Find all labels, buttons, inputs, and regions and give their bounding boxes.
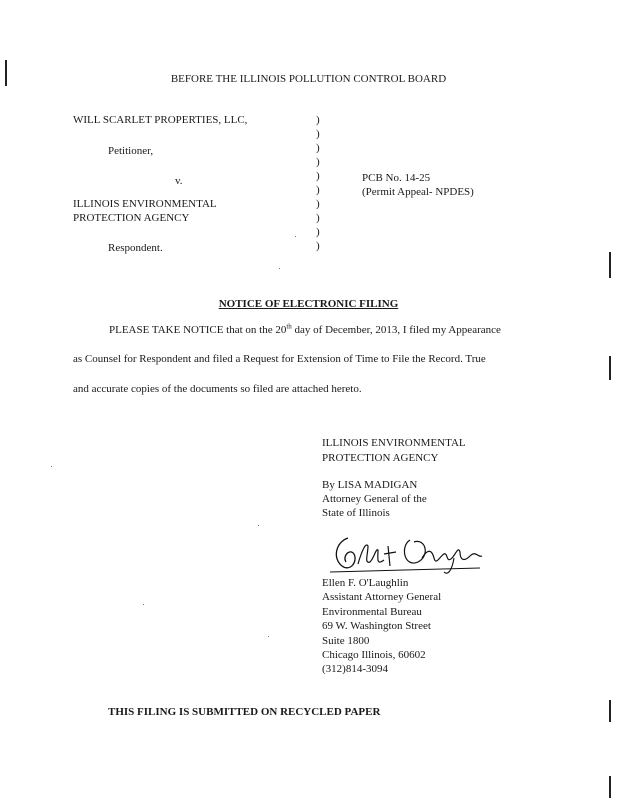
caption-paren: ) [316,184,320,196]
petitioner-role: Petitioner, [108,145,154,157]
handwritten-signature [330,528,490,580]
respondent-name-line2: PROTECTION AGENCY [73,212,190,224]
body-line-1-a: PLEASE TAKE NOTICE that on the 20 [109,324,287,336]
caption-paren: ) [316,156,320,168]
phone-number: (312)814-3094 [322,663,388,675]
notice-title: NOTICE OF ELECTRONIC FILING [218,298,399,310]
scan-speck [279,268,280,269]
caption-paren: ) [316,198,320,210]
petitioner-name: WILL SCARLET PROPERTIES, LLC, [73,114,248,126]
state-name: State of Illinois [322,507,390,519]
scan-speck [268,636,269,637]
body-line-2: as Counsel for Respondent and filed a Request for Extension of Time to File the Record. True [73,353,486,365]
respondent-name-line1: ILLINOIS ENVIRONMENTAL [73,198,217,210]
caption-paren: ) [316,128,320,140]
agency-name-line1: ILLINOIS ENVIRONMENTAL [322,437,466,449]
scan-speck [51,466,52,467]
caption-paren: ) [316,240,320,252]
caption-paren: ) [316,114,320,126]
bureau-name: Environmental Bureau [322,606,422,618]
body-line-1-superscript: th [286,322,292,331]
city-address: Chicago Illinois, 60602 [322,649,426,661]
caption-paren: ) [316,142,320,154]
caption-paren: ) [316,212,320,224]
scan-mark-right-2 [609,356,611,380]
body-line-3: and accurate copies of the documents so filed are attached hereto. [73,383,362,395]
caption-paren: ) [316,170,320,182]
scan-speck [295,236,296,237]
board-caption: BEFORE THE ILLINOIS POLLUTION CONTROL BOARD [170,73,447,85]
attorney-general-title: Attorney General of the [322,493,427,505]
suite: Suite 1800 [322,635,370,647]
scan-mark-right-3 [609,700,611,722]
caption-paren: ) [316,226,320,238]
recycled-paper-footer: THIS FILING IS SUBMITTED ON RECYCLED PAPER [108,706,381,718]
respondent-role: Respondent. [108,242,163,254]
scan-mark-right-4 [609,776,611,798]
scan-speck [143,604,144,605]
by-line: By LISA MADIGAN [322,479,418,491]
street-address: 69 W. Washington Street [322,620,431,632]
case-number: PCB No. 14-25 [362,172,431,184]
case-type: (Permit Appeal- NPDES) [362,186,474,198]
body-line-1 [109,324,501,337]
versus: v. [175,175,183,187]
scan-speck [258,525,259,526]
scan-mark-right-1 [609,252,611,278]
agency-name-line2: PROTECTION AGENCY [322,452,439,464]
body-line-1-b: day of December, 2013, I filed my Appearance [291,324,501,336]
signer-title: Assistant Attorney General [322,591,442,603]
signer-name: Ellen F. O'Laughlin [322,577,409,589]
